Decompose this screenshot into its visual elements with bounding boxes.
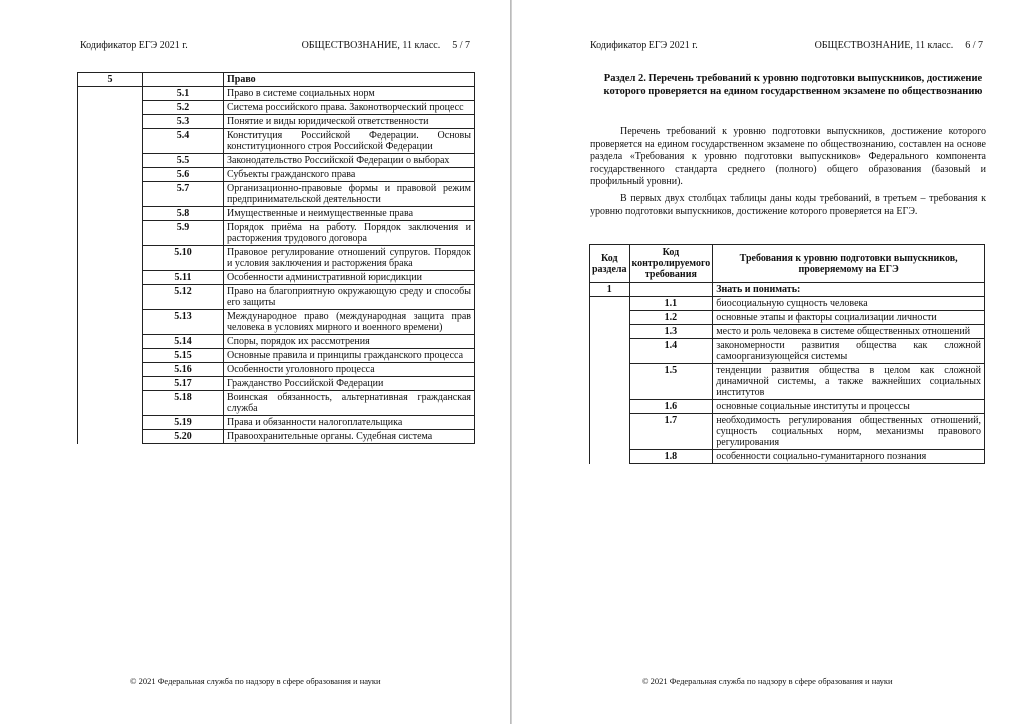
row-code: 5.5 xyxy=(143,154,224,168)
row-code: 5.11 xyxy=(143,271,224,285)
table-row xyxy=(78,285,475,310)
row-code: 5.10 xyxy=(143,246,224,271)
row-code: 5.17 xyxy=(143,377,224,391)
header-requirement: Требования к уровню подготовки выпускников, проверяемому на ЕГЭ xyxy=(713,245,985,283)
section-2-title: Раздел 2. Перечень требований к уровню подготовки выпускников, достижение которого проверяется на едином государственном экзамене по обществознанию xyxy=(603,73,983,97)
row-text: основные этапы и факторы социализации личности xyxy=(713,311,985,325)
row-code: 5.13 xyxy=(143,310,224,335)
left-header-subject-text: ОБЩЕСТВОЗНАНИЕ, 11 класс. xyxy=(301,40,441,51)
row-text: основные социальные институты и процессы xyxy=(713,400,985,414)
row-code: 5.7 xyxy=(143,182,224,207)
row-text: Основные правила и принципы гражданского процесса xyxy=(224,349,475,363)
row-code: 5.18 xyxy=(143,391,224,416)
table-row xyxy=(78,377,475,391)
row-code: 1.8 xyxy=(629,450,713,464)
right-header-subject-text: ОБЩЕСТВОЗНАНИЕ, 11 класс. xyxy=(814,40,954,51)
row-text: Порядок приёма на работу. Порядок заключения и расторжения трудового договора xyxy=(224,221,475,246)
left-page xyxy=(0,0,511,724)
table-row xyxy=(78,87,475,101)
row-text: Конституция Российской Федерации. Основы конституционного строя Российской Федерации xyxy=(224,129,475,154)
row-text: Споры, порядок их рассмотрения xyxy=(224,335,475,349)
row-code: 1.3 xyxy=(629,325,713,339)
row-code: 5.4 xyxy=(143,129,224,154)
row-code: 5.8 xyxy=(143,207,224,221)
row-text: Особенности административной юрисдикции xyxy=(224,271,475,285)
table-row xyxy=(78,129,475,154)
row-text: особенности социально-гуманитарного познания xyxy=(713,450,985,464)
left-footer: © 2021 Федеральная служба по надзору в сфере образования и науки xyxy=(130,676,381,686)
row-code: 1.1 xyxy=(629,297,713,311)
row-text: Имущественные и неимущественные права xyxy=(224,207,475,221)
intro-paragraph-1: Перечень требований к уровню подготовки выпускников, достижение которого проверяется на едином государственном экзамене по обществознанию, составлен на основе раздела «Требования к уровню подготовки выпускников» Федерального компонента государственного стандарта среднего (полного) общего образования (базовый и профильный уровни). xyxy=(590,126,986,187)
section-code: 1 xyxy=(590,283,630,297)
left-header-title: Кодификатор ЕГЭ 2021 г. xyxy=(80,40,188,51)
table-row xyxy=(78,363,475,377)
row-text: тенденции развития общества в целом как сложной динамичной системы, а также важнейших социальных институтов xyxy=(713,364,985,400)
right-page-number: 6 / 7 xyxy=(965,40,983,51)
row-text: Правовое регулирование отношений супругов. Порядок и условия заключения и расторжения брака xyxy=(224,246,475,271)
table-row xyxy=(78,115,475,129)
row-text: Права и обязанности налогоплательщика xyxy=(224,416,475,430)
intro-paragraph-2: В первых двух столбцах таблицы даны коды требований, в третьем – требования к уровню подготовки выпускников, достижение которого проверяется на ЕГЭ. xyxy=(590,193,986,217)
left-header-subject xyxy=(302,40,470,51)
row-code: 5.16 xyxy=(143,363,224,377)
row-text: Гражданство Российской Федерации xyxy=(224,377,475,391)
row-text: Законодательство Российской Федерации о выборах xyxy=(224,154,475,168)
row-text: Система российского права. Законотворческий процесс xyxy=(224,101,475,115)
row-code: 5.2 xyxy=(143,101,224,115)
table-row xyxy=(78,430,475,444)
row-code: 5.1 xyxy=(143,87,224,101)
table-row xyxy=(78,221,475,246)
row-code: 5.14 xyxy=(143,335,224,349)
table-row xyxy=(78,271,475,285)
table-row xyxy=(590,297,985,311)
table-row xyxy=(590,339,985,364)
table-section-row xyxy=(590,283,985,297)
table-row xyxy=(78,349,475,363)
table-row xyxy=(78,335,475,349)
row-code: 1.6 xyxy=(629,400,713,414)
row-text: Правоохранительные органы. Судебная система xyxy=(224,430,475,444)
table-row xyxy=(590,400,985,414)
header-section-code: Код раздела xyxy=(590,245,630,283)
section-title: Знать и понимать: xyxy=(713,283,985,297)
row-text: биосоциальную сущность человека xyxy=(713,297,985,311)
row-code: 1.4 xyxy=(629,339,713,364)
row-text: Право на благоприятную окружающую среду и способы его защиты xyxy=(224,285,475,310)
row-code: 1.2 xyxy=(629,311,713,325)
row-text: Международное право (международная защита прав человека в условиях мирного и военного времени) xyxy=(224,310,475,335)
table-row xyxy=(78,182,475,207)
table-row xyxy=(78,310,475,335)
section-code: 5 xyxy=(78,73,143,87)
row-text: Организационно-правовые формы и правовой режим предпринимательской деятельности xyxy=(224,182,475,207)
table-row xyxy=(590,325,985,339)
right-header-title: Кодификатор ЕГЭ 2021 г. xyxy=(590,40,698,51)
row-code: 5.6 xyxy=(143,168,224,182)
row-text: Право в системе социальных норм xyxy=(224,87,475,101)
row-code: 1.7 xyxy=(629,414,713,450)
table-row xyxy=(590,311,985,325)
row-text: Особенности уголовного процесса xyxy=(224,363,475,377)
table-row xyxy=(78,416,475,430)
table-row xyxy=(590,414,985,450)
row-code: 5.20 xyxy=(143,430,224,444)
right-footer: © 2021 Федеральная служба по надзору в сфере образования и науки xyxy=(642,676,893,686)
section-title: Право xyxy=(224,73,475,87)
row-code: 5.3 xyxy=(143,115,224,129)
row-code: 5.19 xyxy=(143,416,224,430)
table-row xyxy=(78,391,475,416)
table-row xyxy=(78,168,475,182)
table-section-row xyxy=(78,73,475,87)
requirements-table xyxy=(589,244,985,464)
row-code: 5.15 xyxy=(143,349,224,363)
table-row xyxy=(590,450,985,464)
row-text: Понятие и виды юридической ответственности xyxy=(224,115,475,129)
row-text: закономерности развития общества как сложной самоорганизующейся системы xyxy=(713,339,985,364)
left-page-number: 5 / 7 xyxy=(452,40,470,51)
law-topics-table xyxy=(77,72,475,444)
row-text: место и роль человека в системе общественных отношений xyxy=(713,325,985,339)
right-header-subject xyxy=(815,40,983,51)
row-code: 1.5 xyxy=(629,364,713,400)
row-text: Субъекты гражданского права xyxy=(224,168,475,182)
table-row xyxy=(78,207,475,221)
row-code: 5.9 xyxy=(143,221,224,246)
row-code: 5.12 xyxy=(143,285,224,310)
row-text: Воинская обязанность, альтернативная гражданская служба xyxy=(224,391,475,416)
table-row xyxy=(78,101,475,115)
row-text: необходимость регулирования общественных отношений, сущность социальных норм, механизмы правового регулирования xyxy=(713,414,985,450)
table-row xyxy=(78,246,475,271)
table-row xyxy=(78,154,475,168)
table-row xyxy=(590,364,985,400)
header-requirement-code: Код контролируемого требования xyxy=(629,245,713,283)
